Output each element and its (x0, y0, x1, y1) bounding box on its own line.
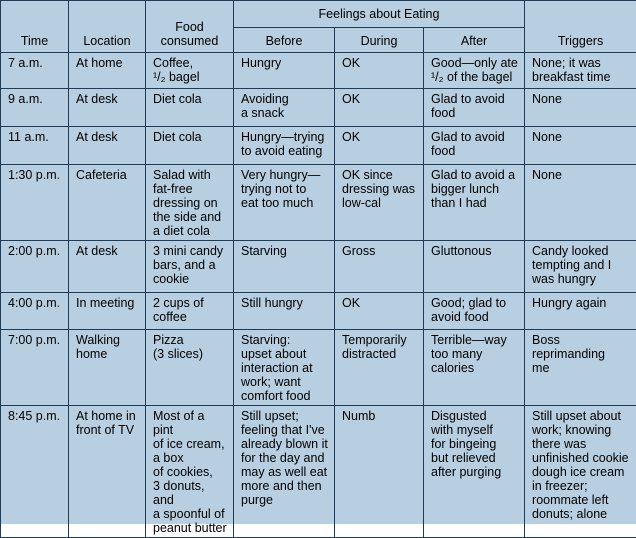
cell-triggers: None (525, 127, 636, 165)
cell-after: Glad to avoid food (424, 127, 525, 165)
cell-food: Most of a pint of ice cream, a box of cookies, 3 donuts, and a spoonful of peanut butter (146, 406, 234, 538)
cell-food: Diet cola (146, 89, 234, 127)
table-row (1, 330, 636, 406)
header-after: After (424, 28, 525, 53)
cell-before: Hungry (234, 53, 335, 89)
table-row (1, 165, 636, 241)
cell-before: Starving: upset about interaction at work; want comfort food (234, 330, 335, 406)
cell-during: Temporarily distracted (335, 330, 424, 406)
cell-time: 9 a.m. (1, 89, 69, 127)
cell-location: At desk (69, 89, 146, 127)
cell-before: Very hungry— trying not to eat too much (234, 165, 335, 241)
cell-after: Disgusted with myself for bingeing but relieved after purging (424, 406, 525, 538)
cell-after: Good—only ate ¹/₂ of the bagel (424, 53, 525, 89)
cell-time: 2:00 p.m. (1, 241, 69, 293)
cell-during: Gross (335, 241, 424, 293)
cell-food: Salad with fat-free dressing on the side and a diet cola (146, 165, 234, 241)
table-row (1, 89, 636, 127)
table-row (1, 241, 636, 293)
cell-before: Starving (234, 241, 335, 293)
cell-food: 2 cups of coffee (146, 293, 234, 330)
cell-during: OK (335, 293, 424, 330)
cell-triggers: None (525, 165, 636, 241)
cell-before: Hungry—trying to avoid eating (234, 127, 335, 165)
header-location: Location (69, 1, 146, 53)
cell-location: At home (69, 53, 146, 89)
cell-during: OK since dressing was low-cal (335, 165, 424, 241)
cell-location: Cafeteria (69, 165, 146, 241)
table-row (1, 293, 636, 330)
cell-during: Numb (335, 406, 424, 538)
header-food-consumed: Food consumed (146, 1, 234, 53)
cell-triggers: Candy looked tempting and I was hungry (525, 241, 636, 293)
cell-before: Still upset; feeling that I've already blown it for the day and may as well eat more and then purge (234, 406, 335, 538)
cell-food: Diet cola (146, 127, 234, 165)
cell-before: Avoiding a snack (234, 89, 335, 127)
cell-triggers: Still upset about work; knowing there was unfinished cookie dough ice cream in freezer; roommate left donuts; alone (525, 406, 636, 538)
cell-location: At desk (69, 241, 146, 293)
header-row-top (1, 1, 636, 28)
cell-time: 7 a.m. (1, 53, 69, 89)
cell-triggers: None; it was breakfast time (525, 53, 636, 89)
cell-during: OK (335, 53, 424, 89)
cell-triggers: Boss reprimanding me (525, 330, 636, 406)
table-row (1, 53, 636, 89)
table-row (1, 406, 636, 538)
cell-time: 4:00 p.m. (1, 293, 69, 330)
cell-time: 1:30 p.m. (1, 165, 69, 241)
cell-during: OK (335, 89, 424, 127)
header-triggers: Triggers (525, 1, 636, 53)
header-feelings-about-eating: Feelings about Eating (234, 1, 525, 28)
cell-time: 11 a.m. (1, 127, 69, 165)
header-time: Time (1, 1, 69, 53)
cell-before: Still hungry (234, 293, 335, 330)
cell-after: Glad to avoid food (424, 89, 525, 127)
header-during: During (335, 28, 424, 53)
cell-triggers: None (525, 89, 636, 127)
cell-time: 7:00 p.m. (1, 330, 69, 406)
cell-location: Walking home (69, 330, 146, 406)
cell-after: Good; glad to avoid food (424, 293, 525, 330)
cell-after: Glad to avoid a bigger lunch than I had (424, 165, 525, 241)
cell-triggers: Hungry again (525, 293, 636, 330)
table-row (1, 127, 636, 165)
cell-food: Coffee, ¹/₂ bagel (146, 53, 234, 89)
cell-location: At home in front of TV (69, 406, 146, 538)
cell-after: Terrible—way too many calories (424, 330, 525, 406)
cell-food: Pizza (3 slices) (146, 330, 234, 406)
header-before: Before (234, 28, 335, 53)
cell-time: 8:45 p.m. (1, 406, 69, 538)
cell-food: 3 mini candy bars, and a cookie (146, 241, 234, 293)
cell-after: Gluttonous (424, 241, 525, 293)
cell-location: In meeting (69, 293, 146, 330)
cell-during: OK (335, 127, 424, 165)
cell-location: At desk (69, 127, 146, 165)
